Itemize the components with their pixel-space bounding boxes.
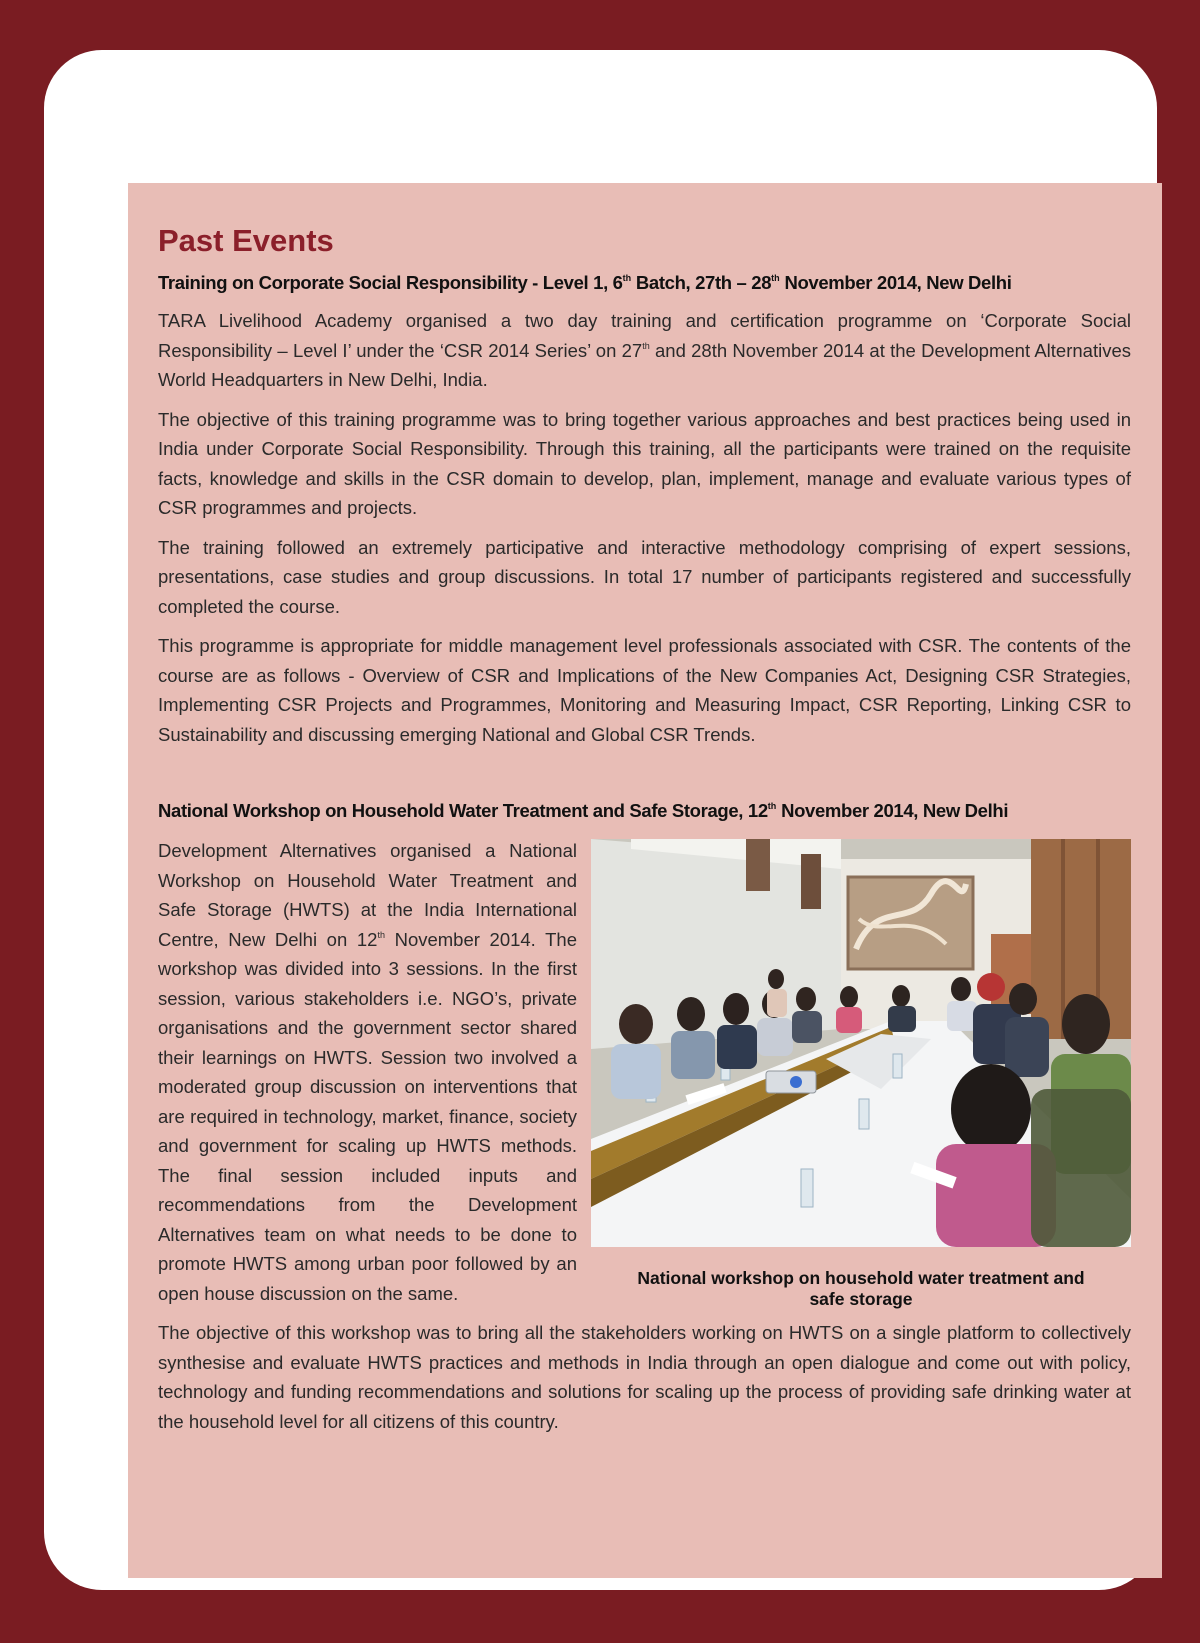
event-1-paragraph-3: The training followed an extremely participative and interactive methodology comprising of expert sessions, presentations, case studies and group discussions. In total 17 number of participants registered and successfully completed the course. — [158, 536, 1131, 617]
event-2-heading-text: November 2014, New Delhi — [776, 800, 1009, 821]
ordinal-suffix: th — [771, 273, 780, 283]
event-1-heading — [158, 270, 1131, 296]
ordinal-suffix: th — [642, 340, 650, 351]
event-1-heading-text: Batch, 27th – 28 — [631, 272, 772, 293]
ordinal-suffix: th — [622, 273, 632, 283]
event-1-heading-text: November 2014, New Delhi — [779, 272, 1012, 293]
event-1-paragraph-1 — [158, 306, 1131, 395]
section-title: Past Events — [158, 223, 334, 258]
page-frame — [44, 50, 1157, 1590]
event-2-heading — [158, 798, 1131, 824]
workshop-figure — [591, 836, 1131, 1310]
workshop-section — [158, 836, 1131, 1310]
event-1-paragraph-2: The objective of this training programme was to bring together various approaches and best practices being used in India under Corporate Social Responsibility. Through this training, all the participants were trained on the requisite facts, knowledge and skills in the CSR domain to develop, plan, implement, manage and evaluate various types of CSR programmes and projects. — [158, 408, 1131, 518]
photo-caption: National workshop on household water treatment and safe storage — [637, 1268, 1085, 1309]
event-2-paragraph-1 — [158, 836, 577, 1308]
event-1-heading-text: Training on Corporate Social Responsibility - Level 1, 6 — [158, 272, 623, 293]
event-1-paragraph-4: This programme is appropriate for middle management level professionals associated with CSR. The contents of the course are as follows - Overview of CSR and Implications of the New Companies Act, Designing CSR Strategies, Implementing CSR Projects and Programmes, Monitoring and Measuring Impact, CSR Reporting, Linking CSR to Sustainability and discussing emerging National and Global CSR Trends. — [158, 635, 1131, 745]
workshop-photo — [591, 839, 1131, 1247]
ordinal-suffix: th — [767, 801, 777, 811]
event-2-paragraph-2: The objective of this workshop was to bring all the stakeholders working on HWTS on a single platform to collectively synthesise and evaluate HWTS practices and methods in India through an open dialogue and come out with policy, technology and funding recommendations and solutions for scaling up the process of providing safe drinking water at the household level for all citizens of this country. — [158, 1322, 1131, 1432]
paragraph-text: TARA Livelihood Academy organised a two day training and certification programme on ‘Corporate Social Responsibility – Level I’ under the ‘CSR 2014 Series’ on 27 — [158, 310, 1131, 361]
content-panel — [128, 183, 1162, 1578]
ordinal-suffix: th — [377, 929, 385, 940]
event-2-heading-text: National Workshop on Household Water Treatment and Safe Storage, 12 — [158, 800, 768, 821]
paragraph-text: Development Alternatives organised a National Workshop on Household Water Treatment and Safe Storage (HWTS) at the India International Centre, New Delhi on 12 — [158, 840, 577, 950]
paragraph-text: and 28th November 2014 at the Development Alternatives World Headquarters in New Delhi, India. — [158, 339, 1131, 390]
paragraph-text: November 2014. The workshop was divided into 3 sessions. In the first session, various stakeholders i.e. NGO’s, private organisations and the government sector shared their learnings on HWTS. Session two involved a moderated group discussion on interventions that are required in technology, market, finance, society and government for scaling up HWTS methods. The final session included inputs and recommendations from the Development Alternatives team on what needs to be done to promote HWTS among urban poor followed by an open house discussion on the same. — [158, 928, 577, 1304]
